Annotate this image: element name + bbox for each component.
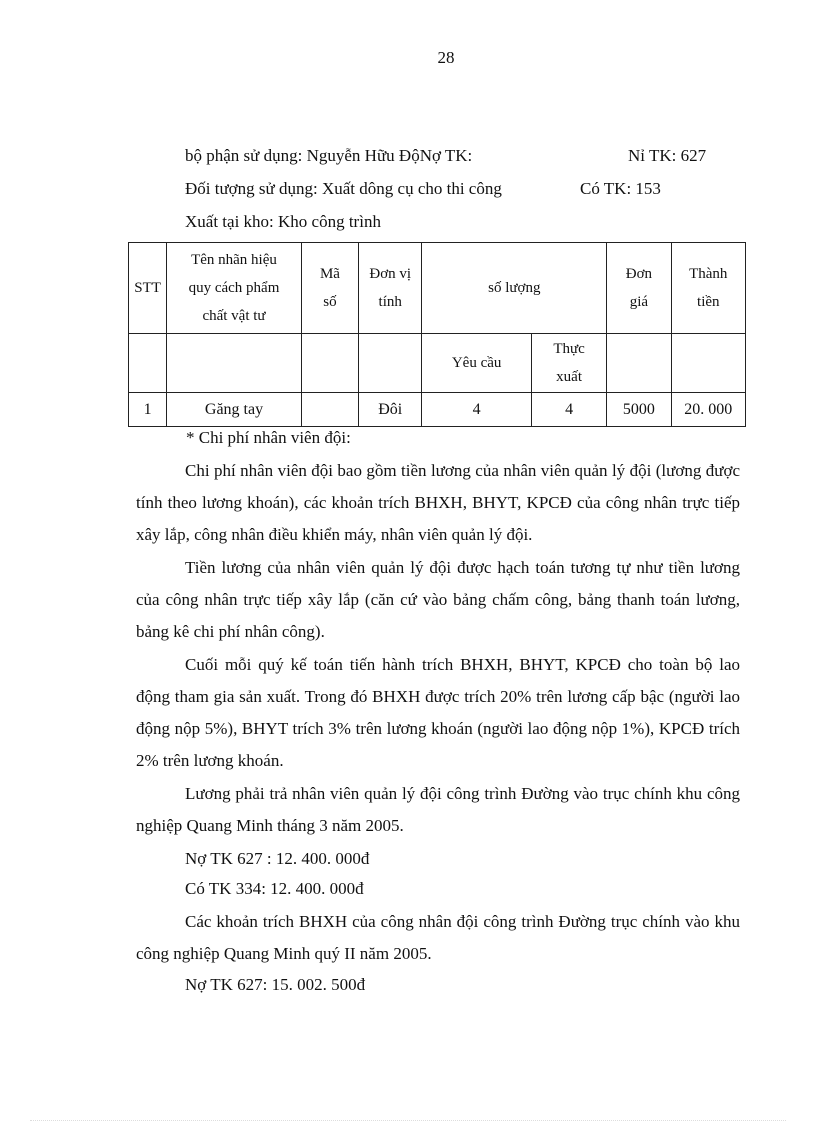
cell-unit: Đôi	[359, 393, 422, 427]
header-stt: STT	[129, 243, 167, 334]
header-amount-l2: tiền	[697, 294, 720, 310]
header-item-name	[167, 243, 302, 334]
table-subheader-row	[129, 334, 746, 393]
header-price	[607, 243, 671, 334]
header-quantity: số lượng	[422, 243, 607, 334]
paragraph-3: Cuối mỗi quý kế toán tiến hành trích BHXH, BHYT, KPCĐ cho toàn bộ lao động tham gia sản xuất. Trong đó BHXH được trích 20% trên lương cấp bậc (người lao động nộp 5%), BHYT trích 3% trên lương khoán (người lao động nộp 1%), KPCĐ trích 2% trên lương khoán.	[136, 655, 740, 770]
header-unit-l2: tính	[378, 294, 402, 310]
cell-code	[301, 393, 358, 427]
entry-debit-2: Nợ TK 627: 15. 002. 500đ	[185, 975, 366, 994]
paragraph-2: Tiền lương của nhân viên quản lý đội được hạch toán tương tự như tiền lương của công nhân trực tiếp xây lắp (căn cứ vào bảng chấm công, bảng thanh toán lương, bảng kê chi phí nhân công).	[136, 558, 740, 641]
subheader-empty	[671, 334, 745, 393]
materials-table	[128, 242, 746, 427]
header-code-l1: Mã	[319, 266, 340, 282]
header-item-name-l3: chất vật tư	[202, 308, 266, 324]
header-price-l1: Đơn	[625, 266, 653, 282]
page-number: 28	[437, 48, 455, 67]
cell-requested: 4	[422, 393, 532, 427]
subheader-empty	[129, 334, 167, 393]
header-code-l2: số	[323, 294, 337, 310]
paragraph-5: Các khoản trích BHXH của công nhân đội công trình Đường trục chính vào khu công nghiệp Quang Minh quý II năm 2005.	[136, 912, 740, 963]
paragraph-4: Lương phải trả nhân viên quản lý đội công trình Đường vào trục chính khu công nghiệp Quang Minh tháng 3 năm 2005.	[136, 784, 740, 835]
cell-amount: 20. 000	[671, 393, 745, 427]
header-actual	[531, 334, 606, 393]
header-amount	[671, 243, 745, 334]
cell-name: Găng tay	[167, 393, 302, 427]
footer-divider	[30, 1120, 786, 1121]
header-actual-l1: Thực	[553, 341, 585, 357]
subheader-empty	[359, 334, 422, 393]
cell-stt: 1	[129, 393, 167, 427]
header-debit-account: Nỉ TK: 627	[628, 146, 707, 165]
subheader-empty	[167, 334, 302, 393]
header-code	[301, 243, 358, 334]
section-heading: * Chi phí nhân viên đội:	[186, 428, 351, 447]
header-price-l2: giá	[629, 294, 649, 310]
subheader-empty	[607, 334, 671, 393]
table-header-row	[129, 243, 746, 334]
header-unit	[359, 243, 422, 334]
header-line-2: Đối tượng sử dụng: Xuất dông cụ cho thi công	[185, 179, 502, 198]
header-credit-account: Có TK: 153	[580, 179, 661, 198]
header-item-name-l1: Tên nhãn hiệu	[191, 252, 277, 268]
header-amount-l1: Thành	[689, 266, 728, 282]
cell-price: 5000	[607, 393, 671, 427]
paragraph-1: Chi phí nhân viên đội bao gồm tiền lương của nhân viên quản lý đội (lương được tính theo lương khoán), các khoản trích BHXH, BHYT, KPCĐ của công nhân trực tiếp xây lắp, công nhân điều khiển máy, nhân viên quản lý đội.	[136, 461, 740, 544]
header-unit-l1: Đơn vị	[369, 266, 412, 282]
header-actual-l2: xuất	[556, 369, 582, 385]
cell-actual: 4	[531, 393, 606, 427]
header-requested: Yêu cầu	[422, 334, 532, 393]
header-item-name-l2: quy cách phẩm	[188, 280, 280, 296]
entry-credit-1: Có TK 334: 12. 400. 000đ	[185, 879, 364, 898]
header-line-1: bộ phận sử dụng: Nguyễn Hữu ĐộNợ TK:	[185, 146, 473, 165]
subheader-empty	[301, 334, 358, 393]
entry-debit-1: Nợ TK 627 : 12. 400. 000đ	[185, 849, 370, 868]
table-row	[129, 393, 746, 427]
header-line-3: Xuất tại kho: Kho công trình	[185, 212, 381, 231]
